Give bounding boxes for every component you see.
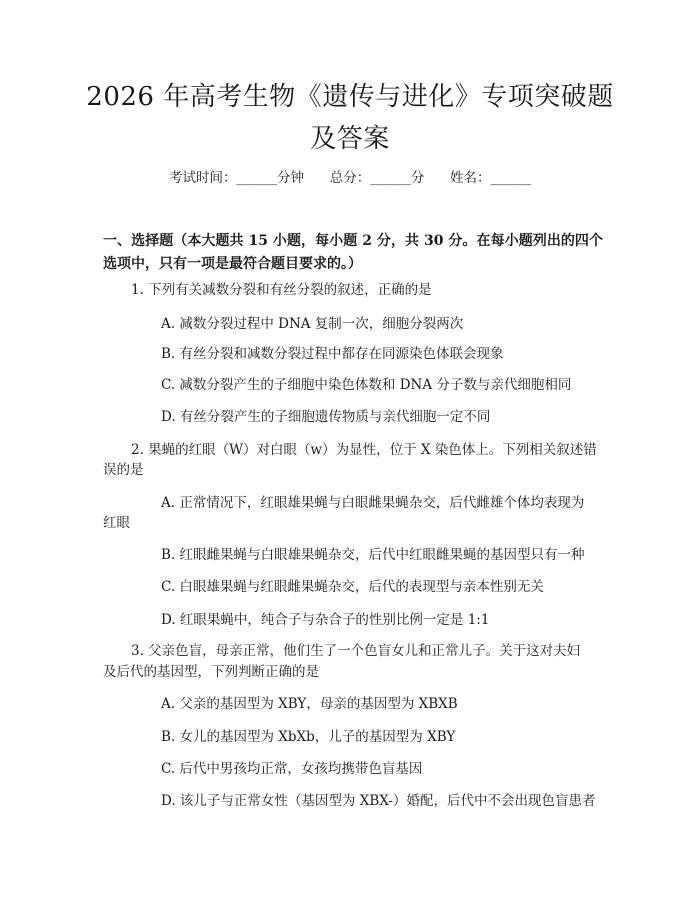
question-3-stem: 3. 父亲色盲，母亲正常，他们生了一个色盲女儿和正常儿子。关于这对夫妇 (131, 643, 581, 659)
document-title (40, 76, 660, 160)
question-3-option-a: A. 父亲的基因型为 XBY，母亲的基因型为 XBXB (161, 696, 458, 712)
question-2-stem-cont: 误的是 (103, 462, 144, 478)
question-2-option-d: D. 红眼果蝇中，纯合子与杂合子的性别比例一定是 1:1 (161, 612, 490, 628)
title-line-2: 及答案 (310, 124, 390, 154)
question-1-option-a: A. 减数分裂过程中 DNA 复制一次，细胞分裂两次 (161, 316, 464, 332)
question-3-option-d: D. 该儿子与正常女性（基因型为 XBX-）婚配，后代中不会出现色盲患者 (161, 793, 596, 809)
exam-info-line: 考试时间：______分钟 总分：______分 姓名：______ (169, 170, 531, 186)
question-2-option-a: A. 正常情况下，红眼雄果蝇与白眼雌果蝇杂交，后代雌雄个体均表现为 (161, 495, 585, 511)
question-1-option-c: C. 减数分裂产生的子细胞中染色体数和 DNA 分子数与亲代细胞相同 (161, 377, 572, 393)
question-3-option-c: C. 后代中男孩均正常，女孩均携带色盲基因 (161, 761, 423, 777)
section-heading: 一、选择题（本大题共 15 小题，每小题 2 分，共 30 分。在每小题列出的四个选项中，只有一项是最符合题目要求的。） (103, 233, 603, 272)
question-2-option-b: B. 红眼雌果蝇与白眼雄果蝇杂交，后代中红眼雌果蝇的基因型只有一种 (161, 547, 585, 563)
question-2-stem: 2. 果蝇的红眼（W）对白眼（w）为显性，位于 X 染色体上。下列相关叙述错 (131, 442, 597, 458)
question-1-option-d: D. 有丝分裂产生的子细胞遗传物质与亲代细胞一定不同 (161, 409, 491, 425)
question-1-option-b: B. 有丝分裂和减数分裂过程中都存在同源染色体联会现象 (161, 346, 504, 362)
question-2-option-a-cont: 红眼 (103, 515, 130, 531)
question-2-option-c: C. 白眼雄果蝇与红眼雌果蝇杂交，后代的表现型与亲本性别无关 (161, 579, 544, 595)
question-1-stem: 1. 下列有关减数分裂和有丝分裂的叙述，正确的是 (131, 282, 432, 298)
question-3-option-b: B. 女儿的基因型为 XbXb，儿子的基因型为 XBY (161, 729, 456, 745)
title-line-1: 2026 年高考生物《遗传与进化》专项突破题 (86, 82, 614, 112)
question-3-stem-cont: 及后代的基因型，下列判断正确的是 (103, 664, 319, 680)
